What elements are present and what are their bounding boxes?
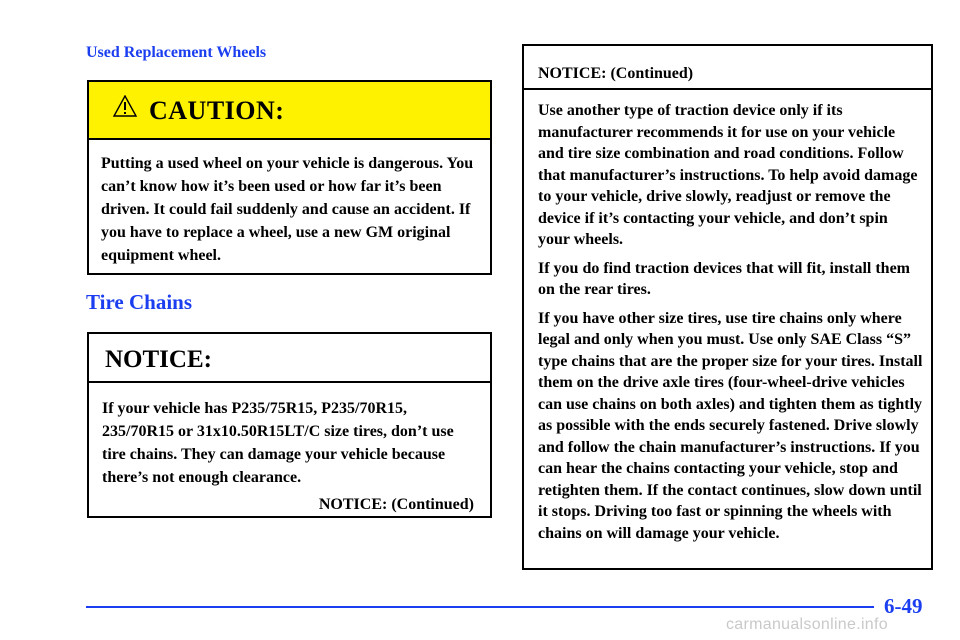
notice-continued-text xyxy=(524,90,931,544)
notice-text: If your vehicle has P235/75R15, P235/70R15, 235/70R15 or 31x10.50R15LT/C size tires, don’t use tire chains. They can damage your vehicle because there’s not enough clearance. xyxy=(102,400,454,486)
notice-continued-header xyxy=(524,46,931,90)
notice-paragraph: If you have other size tires, use tire chains only where legal and only when you must. Use only SAE Class “S” type chains that are the proper size for your tires. Install them on the drive axle tires (four-wheel-drive vehicles can use chains on both axles) and tighten them as tightly as possible with the ends securely fastened. Drive slowly and follow the chain manufacturer’s instructions. If you can hear the chains contacting your vehicle, stop and retighten them. If the contact continues, slow down until it stops. Driving too fast or spinning the wheels with chains on will damage your vehicle. xyxy=(538,309,923,542)
caution-title: CAUTION: xyxy=(149,96,285,125)
caution-box xyxy=(87,80,492,275)
notice-continued-box xyxy=(522,44,933,570)
notice-continued-title: NOTICE: (Continued) xyxy=(538,65,694,82)
notice-text-container xyxy=(89,383,490,516)
notice-paragraph: Use another type of traction device only if its manufacturer recommends it for use on your vehicle and tire size combination and road conditions. Follow that manufacturer’s instructions. To help avoid damage to your vehicle, drive slowly, readjust or remove the device if it’s contacting your vehicle, and don’t spin your wheels. xyxy=(538,102,918,248)
caution-text: Putting a used wheel on your vehicle is dangerous. You can’t know how it’s been used or how far it’s been driven. It could fail suddenly and cause an accident. If you have to replace a wheel, use a new GM original equipment wheel. xyxy=(101,155,474,264)
notice-box xyxy=(87,332,492,518)
notice-continued-label: NOTICE: (Continued) xyxy=(318,496,474,513)
page-number: 6-49 xyxy=(874,594,923,619)
watermark: carmanualsonline.info xyxy=(726,616,888,633)
caution-header xyxy=(89,82,490,140)
tire-chains-heading: Tire Chains xyxy=(86,290,193,314)
notice-header xyxy=(89,334,490,383)
notice-title: NOTICE: xyxy=(105,346,212,373)
used-replacement-wheels-heading: Used Replacement Wheels xyxy=(86,44,267,61)
notice-paragraph: If you do find traction devices that will fit, install them on the rear tires. xyxy=(538,259,910,298)
warning-triangle-icon xyxy=(113,95,137,117)
footer-rule xyxy=(86,606,914,608)
